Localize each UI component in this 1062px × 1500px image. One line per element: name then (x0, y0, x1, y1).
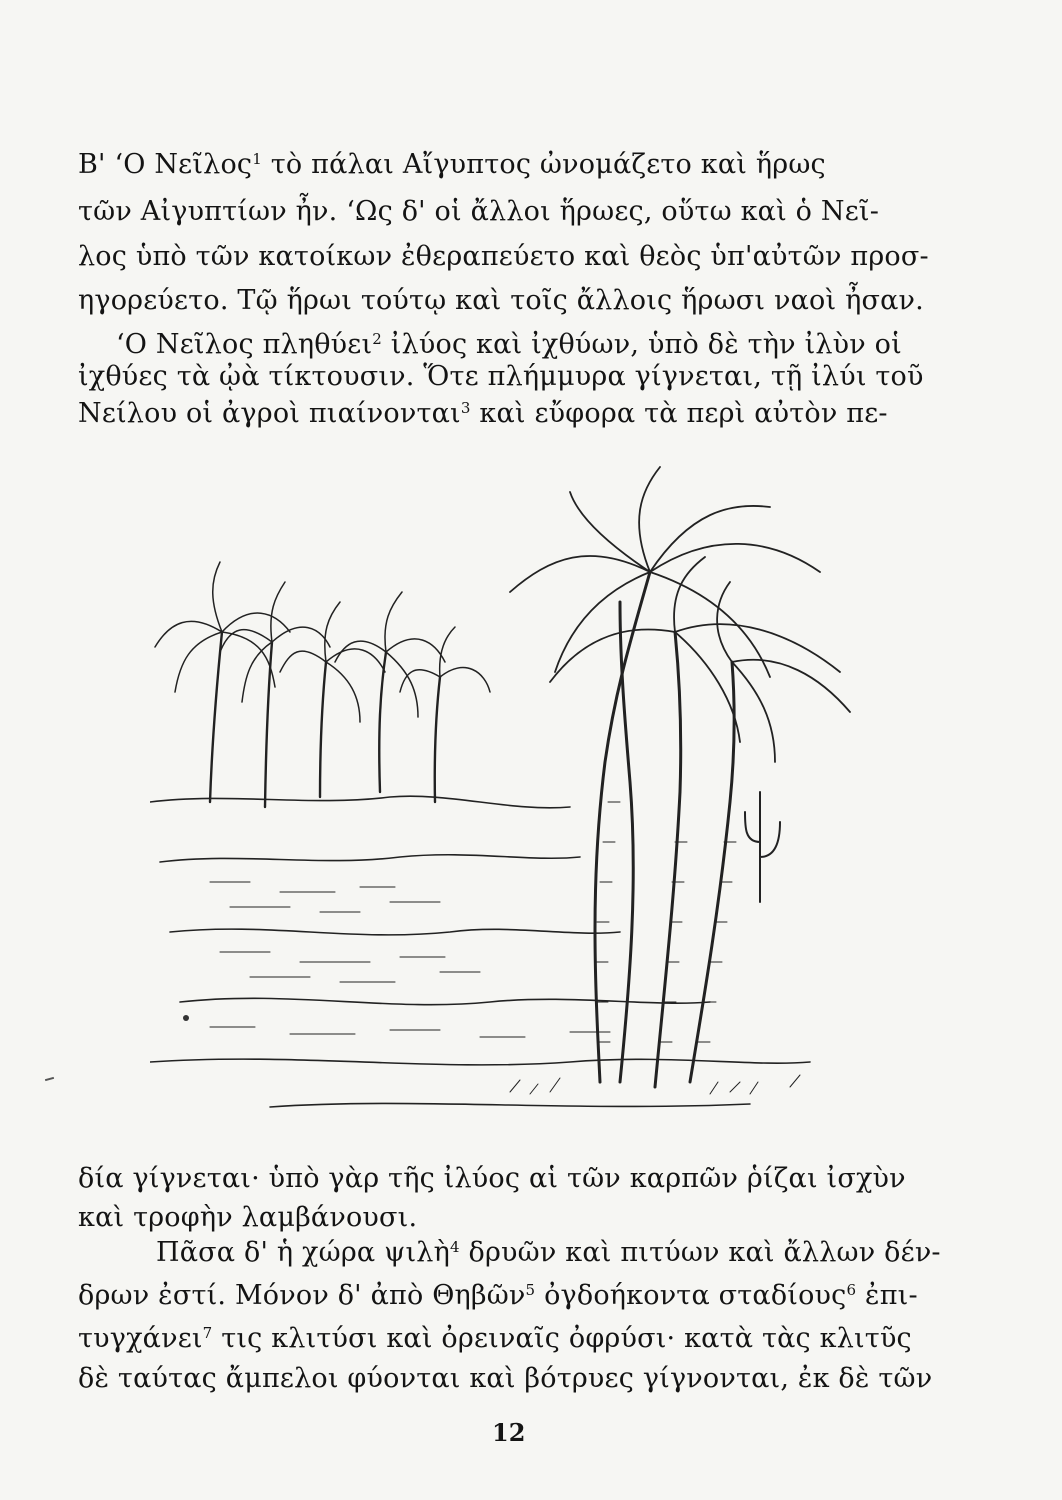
text-line: τυγχάνει$^7$ τις κλιτύσι καὶ ὀρειναῖς ὀφρύσι· κατὰ τὰς κλιτῦς (78, 1323, 912, 1354)
footnote-marker: 6 (846, 1281, 857, 1299)
text-line: Νείλου οἱ ἀγροὶ πιαίνονται$^3$ καὶ εὔφορα τὰ περὶ αὐτὸν πε- (78, 398, 888, 429)
footnote-marker: 1 (252, 150, 262, 168)
footnote-marker: 5 (525, 1281, 536, 1299)
text-line: καὶ τροφὴν λαμβάνουσι. (78, 1202, 418, 1233)
text-line: λος ὑπὸ τῶν κατοίκων ἐθεραπεύετο καὶ θεὸς ὑπ'αὐτῶν προσ- (78, 241, 929, 272)
footnote-marker: 2 (372, 330, 382, 348)
text-line: Πᾶσα δ' ἡ χώρα ψιλὴ$^4$ δρυῶν καὶ πιτύων καὶ ἄλλων δέν- (156, 1237, 941, 1268)
footnote-marker: 7 (202, 1324, 213, 1342)
text-line: Β' ‘Ο Νεῖλος$^1$ τὸ πάλαι Αἴγυπτος ὠνομάζετο καὶ ἥρως (78, 149, 826, 180)
text-line: τῶν Αἰγυπτίων ἦν. ‘Ως δ' οἱ ἄλλοι ἥρωες, οὕτω καὶ ὁ Νεῖ- (78, 196, 880, 227)
palm-oasis-illustration (150, 462, 862, 1152)
page-number: 12 (492, 1418, 526, 1447)
footnote-marker: 4 (449, 1238, 460, 1256)
ink-dot (183, 1015, 189, 1021)
text-line: δὲ ταύτας ἄμπελοι φύονται καὶ βότρυες γίγνονται, ἐκ δὲ τῶν (78, 1363, 933, 1394)
text-line: ἰχθύες τὰ ᾠὰ τίκτουσιν. Ὅτε πλήμμυρα γίγνεται, τῇ ἰλύι τοῦ (78, 361, 924, 392)
text-line: δρων ἐστί. Μόνον δ' ἀπὸ Θηβῶν$^5$ ὀγδοήκοντα σταδίους$^6$ ἐπι- (78, 1280, 918, 1311)
footnote-marker: 3 (460, 399, 471, 417)
text-line: ηγορεύετο. Τῷ ἥρωι τούτῳ καὶ τοῖς ἄλλοις ἥρωσι ναοὶ ἦσαν. (78, 285, 924, 316)
text-line: ‘Ο Νεῖλος πληθύει$^2$ ἰλύος καὶ ἰχθύων, ὑπὸ δὲ τὴν ἰλὺν οἱ (116, 329, 902, 360)
ink-mark (45, 1077, 54, 1081)
text-line: δία γίγνεται· ὑπὸ γὰρ τῆς ἰλύος αἱ τῶν καρπῶν ῥίζαι ἰσχὺν (78, 1163, 906, 1194)
